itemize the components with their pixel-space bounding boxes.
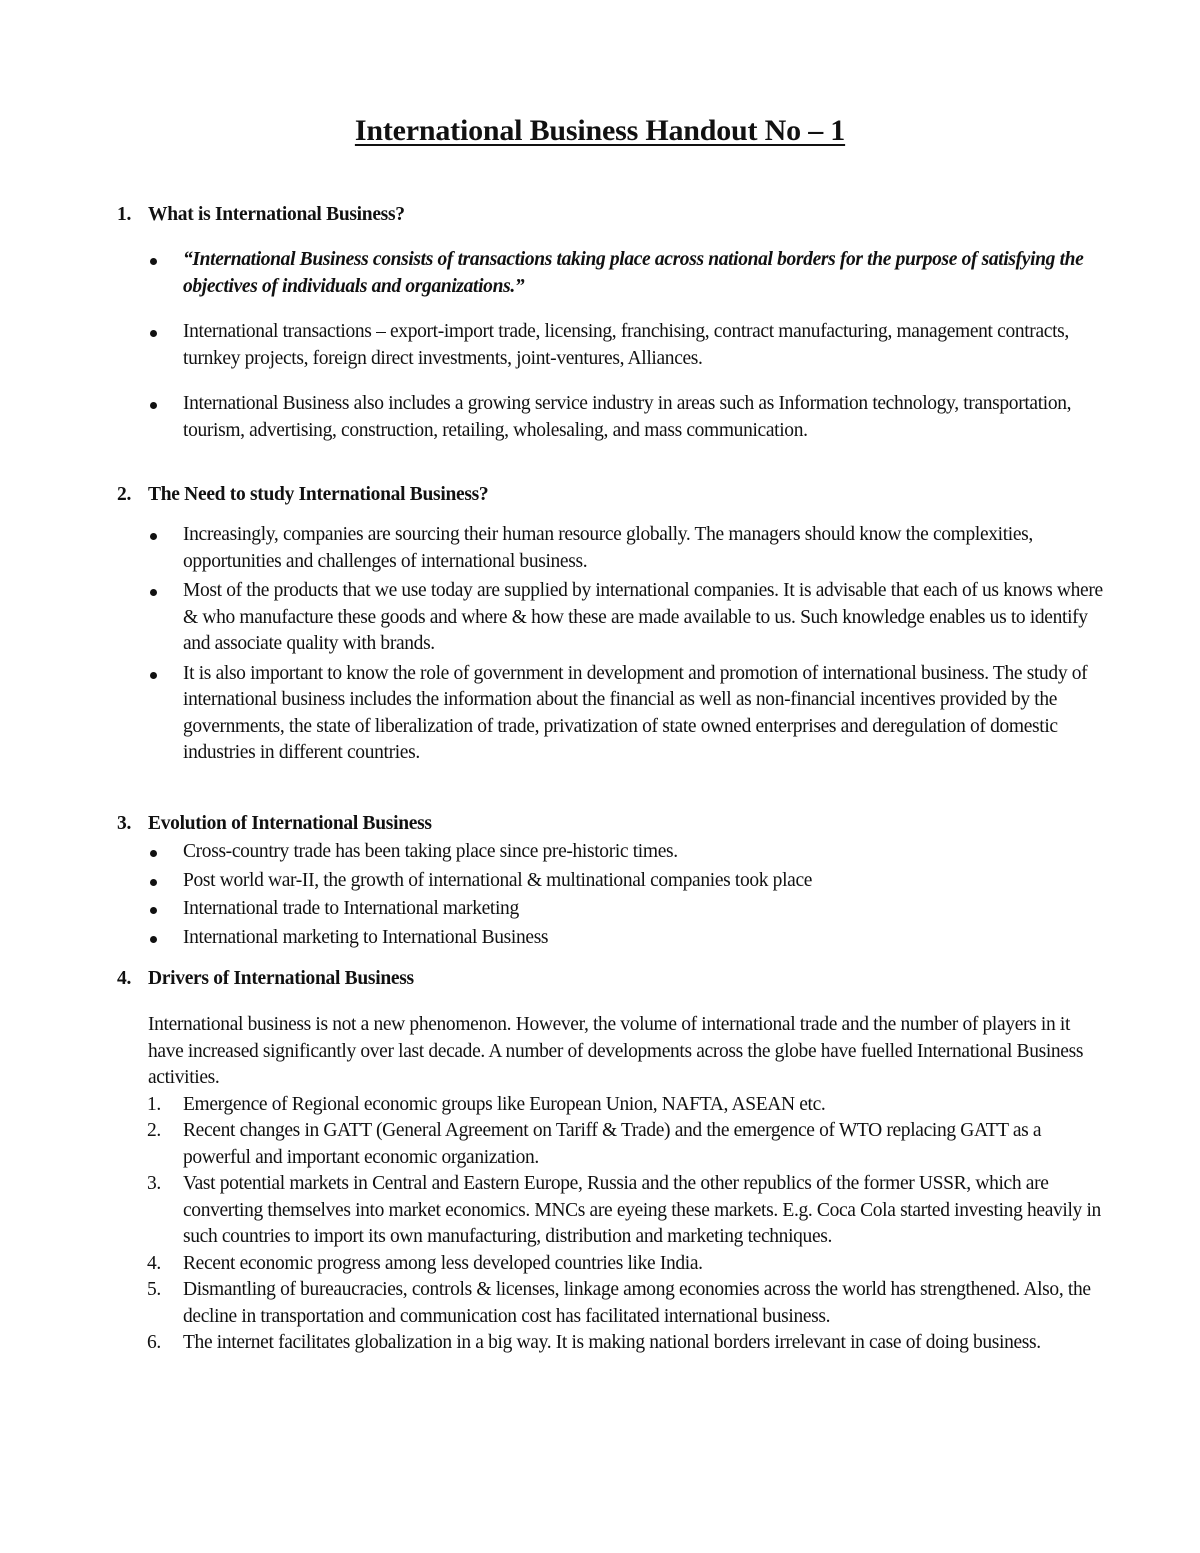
section-number: 4. [117,968,132,989]
bullet-list [117,247,1107,444]
item-number: 3. [147,1173,161,1194]
section-1 [117,201,1107,444]
list-item [117,661,1107,767]
section-number: 2. [117,484,132,505]
section-title: Evolution of International Business [148,813,432,834]
list-item-text: Cross-country trade has been taking place since pre-historic times. [183,841,678,862]
item-number: 5. [147,1279,161,1300]
list-item-text: Vast potential markets in Central and Eastern Europe, Russia and the other republics of the former USSR, which are converting themselves into market economics. MNCs are eyeing these markets. E.g. Coca Cola started investing heavily in such countries to import its own manufacturing, distribution and marketing techniques. [183,1173,1101,1247]
item-number: 6. [147,1332,161,1353]
bullet-icon [150,672,157,679]
bullet-list [117,522,1107,767]
page-title: International Business Handout No – 1 [354,114,846,147]
list-item [117,896,1107,923]
list-item [117,1277,1107,1330]
list-item [117,868,1107,895]
list-item-text: International marketing to International Business [183,926,549,948]
definition-quote: “International Business consists of transactions taking place across national borders for the purpose of satisfying the objectives of individuals and organizations.” [183,249,1084,297]
list-item [117,578,1107,658]
list-item [117,839,1107,866]
list-item-text: International Business also includes a growing service industry in areas such as Information technology, transportation, tourism, advertising, construction, retailing, wholesaling, and mass communication. [183,393,1072,441]
bullet-icon [150,330,157,337]
numbered-list [117,1092,1107,1357]
list-item [117,319,1107,372]
section-2 [117,481,1107,767]
section-3 [117,810,1107,951]
list-item-text: Dismantling of bureaucracies, controls & licenses, linkage among economies across the world has strengthened. Also, the decline in transportation and communication cost has facilitated international business. [183,1279,1091,1327]
list-item-text: Post world war-II, the growth of international & multinational companies took place [183,869,813,891]
list-item [117,925,1107,952]
list-item-text: International trade to International marketing [183,898,519,919]
list-item-text: Increasingly, companies are sourcing their human resource globally. The managers should know the complexities, opportunities and challenges of international business. [183,524,1033,572]
section-number: 3. [117,813,132,834]
list-item [117,1171,1107,1251]
bullet-list [117,839,1107,951]
bullet-icon [150,907,157,914]
list-item-text: Recent changes in GATT (General Agreement on Tariff & Trade) and the emergence of WTO replacing GATT as a powerful and important economic organization. [183,1120,1042,1168]
item-number: 4. [147,1252,161,1274]
bullet-icon [150,402,157,409]
list-item-text: It is also important to know the role of government in development and promotion of international business. The study of international business includes the information about the financial as well as non-financial incentives provided by the governments, the state of liberalization of trade, privatization of state owned enterprises and deregulation of domestic industries in different countries. [183,662,1088,763]
bullet-icon [150,850,157,857]
bullet-icon [150,589,157,596]
item-number: 1. [147,1093,161,1115]
section-heading [117,481,1107,508]
bullet-icon [150,258,157,265]
section-title: What is International Business? [148,204,405,225]
section-number: 1. [117,204,132,225]
bullet-icon [150,879,157,886]
list-item-text: Recent economic progress among less developed countries like India. [183,1252,703,1274]
section-heading [117,965,1107,992]
list-item [117,1118,1107,1171]
list-item [117,247,1107,300]
bullet-icon [150,936,157,943]
list-item [117,522,1107,575]
list-item-text: The internet facilitates globalization in a big way. It is making national borders irrelevant in case of doing business. [183,1332,1041,1353]
section-4 [117,965,1107,1357]
list-item [117,1092,1107,1119]
list-item [117,1330,1107,1357]
list-item-text: Emergence of Regional economic groups like European Union, NAFTA, ASEAN etc. [183,1093,826,1115]
bullet-icon [150,533,157,540]
list-item [117,391,1107,444]
list-item-text: International transactions – export-import trade, licensing, franchising, contract manufacturing, management contracts, turnkey projects, foreign direct investments, joint-ventures, Alliances. [183,321,1069,369]
section-heading [117,201,1107,228]
list-item [117,1251,1107,1278]
intro-paragraph: International business is not a new phenomenon. However, the volume of international trade and the number of players in it have increased significantly over last decade. A number of developments across the globe have fuelled International Business activities. [148,1014,1084,1088]
item-number: 2. [147,1120,161,1141]
section-title: Drivers of International Business [148,968,414,989]
list-item-text: Most of the products that we use today are supplied by international companies. It is advisable that each of us knows where & who manufacture these goods and where & how these are made available to us. Such knowledge enables us to identify and associate quality with brands. [183,580,1103,654]
section-heading [117,810,1107,837]
section-title: The Need to study International Business? [148,484,489,505]
